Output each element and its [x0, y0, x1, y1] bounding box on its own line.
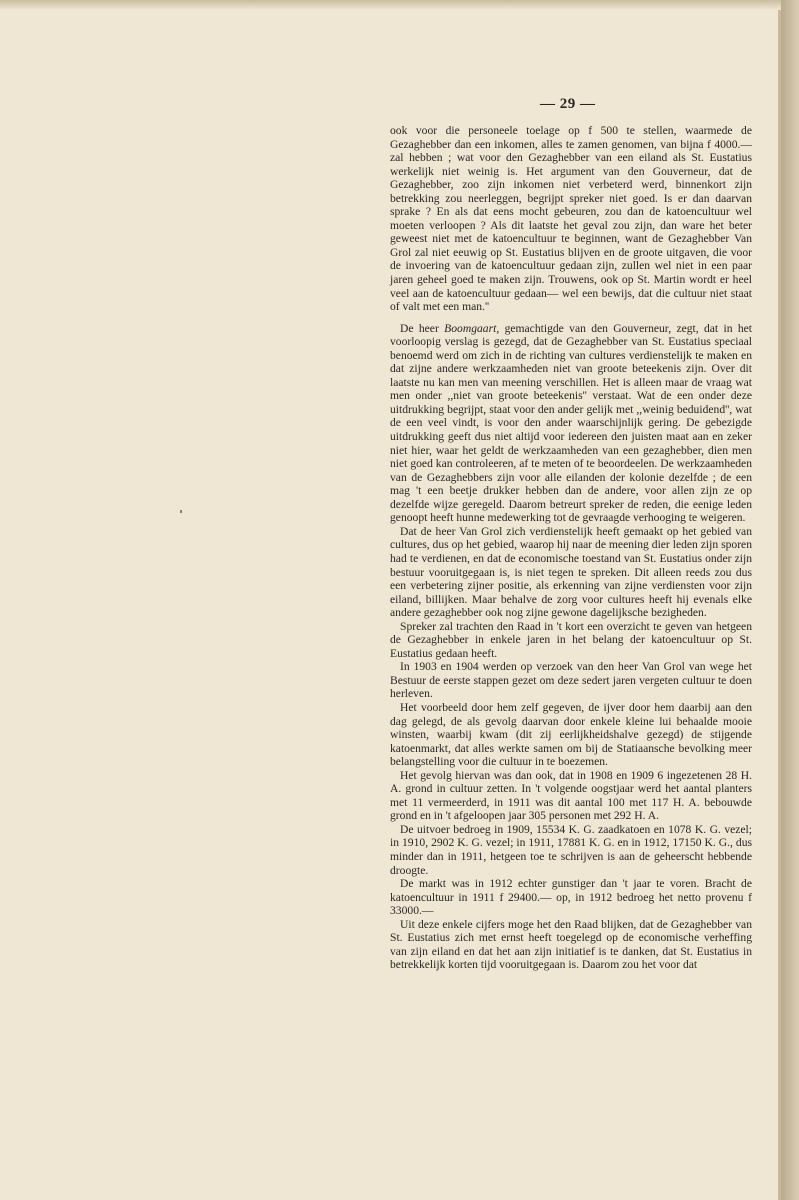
speaker-name: Boomgaart, — [444, 321, 500, 335]
speaker-prefix: De heer — [400, 321, 445, 335]
paragraph-text: gemachtigde van den Gouverneur, zegt, dat in het voorloopig verslag is gezegd, dat de Gezaghebber van St. Eustatius speciaal benoemd werd om zich in de richting van cultures verdienstelijk te maken en dat zijne andere werkzaamheden niet van groote beteekenis zijn. Over dit laatste nu kan men van meening verschillen. Het is alleen maar de vraag wat men onder ,,niet van groote beteekenis'' verstaat. Wat de een onder deze uitdrukking begrijpt, staat voor den ander gelijk met ,,weinig beduidend'', wat de een veel vindt, is voor den ander waarschijnlijk gering. De gebezigde uitdrukking geeft dus niet altijd voor iedereen den juisten maat aan en zeker niet hier, waar het geldt de werkzaamheden van een gezaghebber, dien men niet goed kan controleeren, af te meten of te beoordeelen. De werkzaamheden van de Gezaghebbers zijn voor alle eilanden der kolonie dezelfde ; de een mag 't een beetje drukker hebben dan de andere, voor allen zijn ze op dezelfde wijze geregeld. Daarom betreurt spreker de reden, die eenige leden genoopt heeft hunne medewerking tot de gevraagde verhooging te weigeren. — [390, 321, 753, 525]
paragraph: Het voorbeeld door hem zelf gegeven, de ijver door hem daarbij aan den dag gelegd, de als gevolg daarvan door enkele kleine lui behaalde mooie winsten, waarbij kwam (dit zij eerlijkheidshalve gezegd) de stijgende katoenmarkt, dat alles werkte samen om bij de Statiaansche bevolking meer belangstelling voor die cultuur in te boezemen. — [390, 700, 752, 769]
paragraph-speaker — [390, 322, 752, 525]
page-number: — 29 — — [540, 96, 596, 112]
paragraph: ook voor die personeele toelage op f 500 te stellen, waarmede de Gezaghebber dan een inkomen, alles te zamen genomen, van bijna f 4000.— zal hebben ; wat voor den Gezaghebber van een eiland als St. Eustatius werkelijk niet weinig is. Het argument van den Gouverneur, dat de Gezaghebber, zoo zijn inkomen niet verbeterd werd, binnenkort zijn betrekking zou neerleggen, begrijpt spreker niet goed. Is er dan daarvan sprake ? En als dat eens mocht gebeuren, zou dan de katoencultuur wel moeten verloopen ? Als dit laatste het geval zou zijn, dan ware het beter geweest niet met de katoencultuur te beginnen, want de Gezaghebber Van Grol zal niet eeuwig op St. Eustatius blijven en de groote uitgaven, die voor de invoering van de katoencultuur gedaan zijn, zullen wel niet in een paar jaren geheel goed te maken zijn. Trouwens, ook op St. Martin wordt er heel veel aan de katoencultuur gedaan— wel een bewijs, dat die cultuur niet staat of valt met een man.'' — [390, 124, 752, 314]
paper-speck — [180, 510, 182, 513]
paragraph: Uit deze enkele cijfers moge het den Raad blijken, dat de Gezaghebber van St. Eustatius zich met ernst heeft toegelegd op de economische verheffing van zijn eiland en dat het aan zijn initiatief is te danken, dat St. Eustatius in betrekkelijk korten tijd vooruitgegaan is. Daarom zou het voor dat — [390, 917, 752, 972]
paragraph: De uitvoer bedroeg in 1909, 15534 K. G. zaadkatoen en 1078 K. G. vezel; in 1910, 2902 K. G. vezel; in 1911, 17881 K. G. en in 1912, 17150 K. G., dus minder dan in 1911, hetgeen toe te schrijven is aan de geheerscht hebbende droogte. — [390, 822, 752, 877]
paragraph: Spreker zal trachten den Raad in 't kort een overzicht te geven van hetgeen de Gezaghebber in enkele jaren in het belang der katoencultuur op St. Eustatius gedaan heeft. — [390, 619, 752, 660]
text-column — [390, 124, 752, 972]
paragraph: Dat de heer Van Grol zich verdienstelijk heeft gemaakt op het gebied van cultures, dus op het gebied, waarop hij naar de meening dier leden zijn sporen had te verdienen, en dat de economische toestand van St. Eustatius onder zijn bestuur vooruitgegaan is, is niet tegen te spreken. Dit alleen reeds zou dus een verbetering zijner positie, als erkenning van zijne verdiensten voor zijn eiland, billijken. Maar behalve de zorg voor cultures heeft hij evenals elke andere gezaghebber ook nog zijne gewone dagelijksche bezigheden. — [390, 524, 752, 620]
page-right-edge — [781, 0, 799, 1200]
paragraph: Het gevolg hiervan was dan ook, dat in 1908 en 1909 6 ingezetenen 28 H. A. grond in cultuur zetten. In 't volgende oogstjaar werd het aantal planters met 11 vermeerderd, in 1911 was dit aantal 100 met 117 H. A. bebouwde grond en in 't afgeloopen jaar 305 personen met 292 H. A. — [390, 768, 752, 823]
paragraph: In 1903 en 1904 werden op verzoek van den heer Van Grol van wege het Bestuur de eerste stappen gezet om deze sedert jaren vergeten cultuur te doen herleven. — [390, 660, 752, 701]
page-top-edge — [0, 0, 781, 10]
paragraph: De markt was in 1912 echter gunstiger dan 't jaar te voren. Bracht de katoencultuur in 1911 f 29400.— op, in 1912 bedroeg het netto provenu f 33000.— — [390, 877, 752, 918]
